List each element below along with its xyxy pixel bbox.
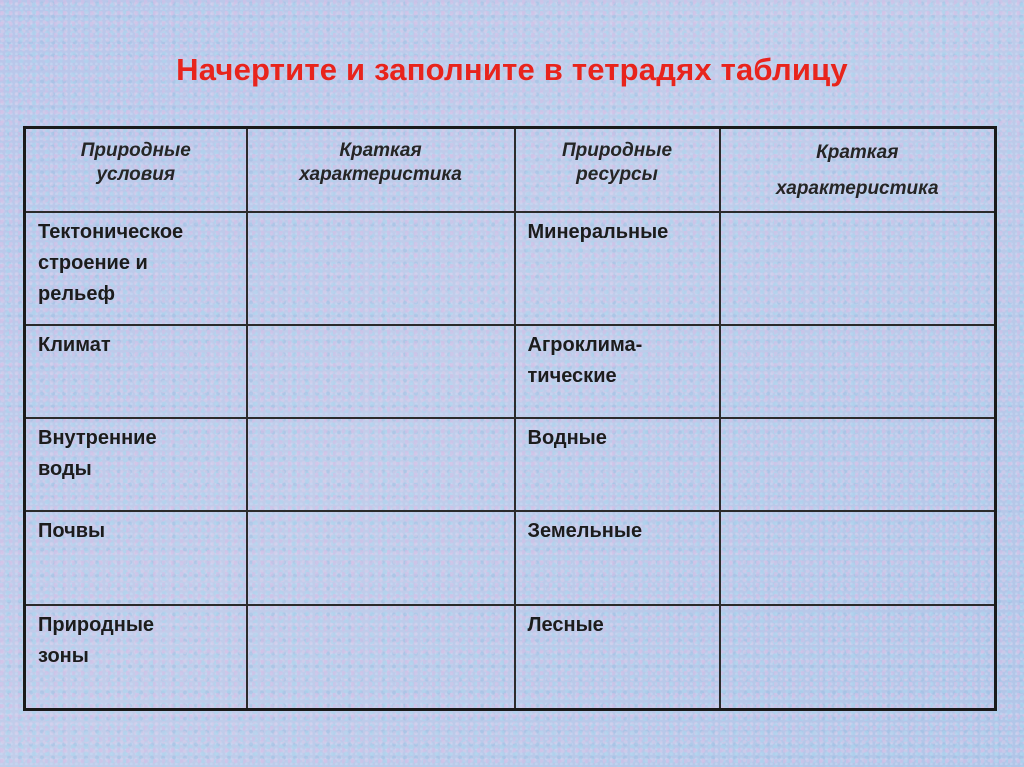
- cell-line: тические: [527, 365, 617, 387]
- cell-line: Лесные: [527, 614, 604, 636]
- header-line: Краткая: [816, 142, 899, 163]
- cell-line: воды: [38, 458, 92, 480]
- header-line: характеристика: [775, 178, 939, 199]
- empty-description-cell: [247, 212, 515, 325]
- slide-title: Начертите и заполните в тетрадях таблицу: [176, 52, 848, 87]
- empty-description-cell: [720, 605, 996, 710]
- table-row: [25, 605, 996, 710]
- resource-cell: [515, 511, 720, 605]
- header-line: Природные: [561, 140, 673, 161]
- table-row: [25, 511, 996, 605]
- empty-description-cell: [720, 511, 996, 605]
- cell-line: Внутренние: [38, 427, 157, 449]
- assignment-table: [23, 126, 997, 711]
- empty-description-cell: [720, 325, 996, 418]
- cell-line: Земельные: [527, 520, 643, 542]
- cell-line: Природные: [38, 614, 155, 636]
- header-line: характеристика: [299, 164, 462, 185]
- cell-line: Агроклима-: [527, 334, 643, 356]
- header-line: ресурсы: [576, 164, 658, 185]
- condition-cell: [25, 418, 247, 511]
- table-header-row: [25, 128, 996, 213]
- empty-description-cell: [247, 325, 515, 418]
- condition-cell: [25, 212, 247, 325]
- condition-cell: [25, 325, 247, 418]
- table-row: [25, 418, 996, 511]
- condition-cell: [25, 605, 247, 710]
- header-brief-description: [247, 128, 515, 213]
- empty-description-cell: [247, 418, 515, 511]
- cell-line: Почвы: [38, 520, 106, 542]
- cell-line: Водные: [527, 427, 607, 449]
- table-row: [25, 325, 996, 418]
- resource-cell: [515, 605, 720, 710]
- cell-line: зоны: [38, 645, 89, 667]
- empty-description-cell: [247, 605, 515, 710]
- cell-line: рельеф: [38, 283, 115, 305]
- resource-cell: [515, 418, 720, 511]
- header-line: Природные: [80, 140, 191, 161]
- cell-line: строение и: [38, 252, 148, 274]
- table-row: [25, 212, 996, 325]
- header-natural-conditions: [25, 128, 247, 213]
- empty-description-cell: [720, 212, 996, 325]
- empty-description-cell: [720, 418, 996, 511]
- resource-cell: [515, 325, 720, 418]
- cell-line: Климат: [38, 334, 111, 356]
- header-brief-description: [720, 128, 996, 213]
- header-line: условия: [96, 164, 176, 185]
- condition-cell: [25, 511, 247, 605]
- empty-description-cell: [247, 511, 515, 605]
- resource-cell: [515, 212, 720, 325]
- cell-line: Тектоническое: [38, 221, 184, 243]
- cell-line: Минеральные: [527, 221, 669, 243]
- header-line: Краткая: [339, 140, 422, 161]
- header-natural-resources: [515, 128, 720, 213]
